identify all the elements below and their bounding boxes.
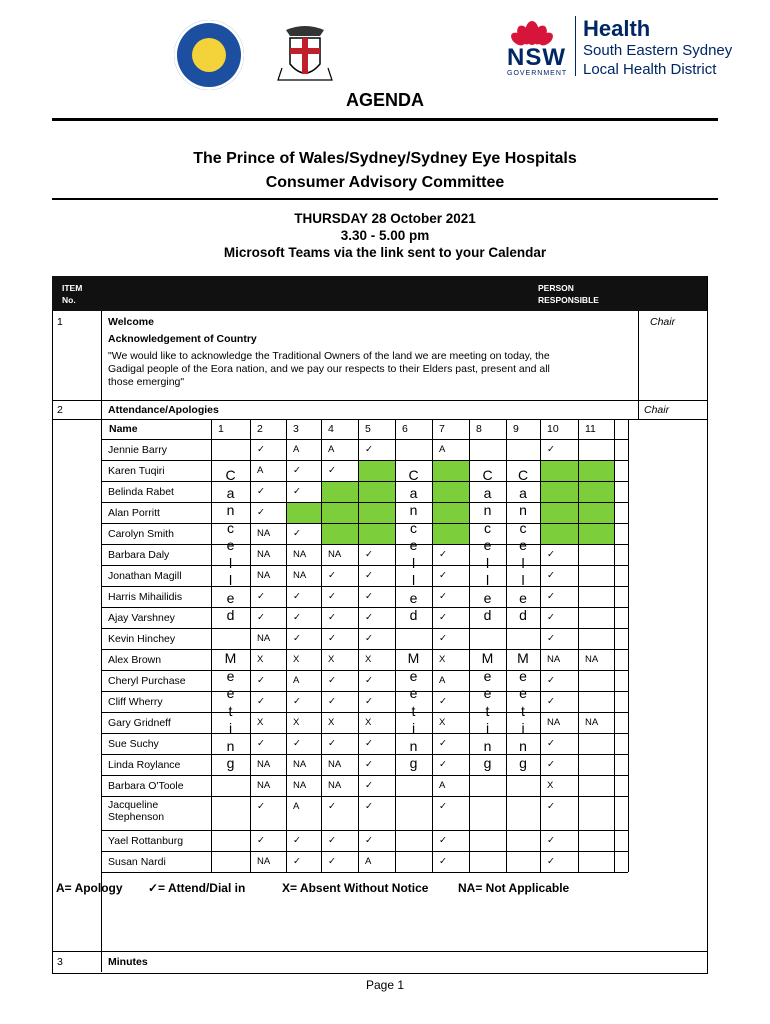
attendance-mark: ✓	[365, 570, 373, 581]
attendance-mark: ✓	[365, 759, 373, 770]
meeting-venue: Microsoft Teams via the link sent to your Calendar	[223, 245, 547, 260]
attendance-mark: ✓	[365, 675, 373, 686]
district-line1: South Eastern Sydney	[583, 42, 733, 59]
item2-title: Attendance/Apologies	[108, 404, 219, 416]
attendance-mark: NA	[257, 780, 271, 791]
attendance-mark: ✓	[365, 444, 373, 455]
meeting-column-header: 2	[257, 423, 263, 435]
attendance-mark: ✓	[328, 738, 336, 749]
attendance-mark: ✓	[328, 801, 336, 812]
attendee-name: Alex Brown	[108, 654, 162, 666]
health-label: Health	[583, 16, 651, 41]
attendance-mark: ✓	[365, 612, 373, 623]
item2-number: 2	[57, 404, 63, 416]
attendance-mark: ✓	[365, 549, 373, 560]
attendance-mark: ✓	[439, 738, 447, 749]
attendee-name: Yael Rottanburg	[108, 835, 184, 847]
meeting-label: M e e t i n g	[407, 650, 420, 771]
district-line2: Local Health District	[583, 61, 717, 78]
attendee-name: Cliff Wherry	[108, 696, 163, 708]
green-cell	[541, 503, 578, 523]
sydney-hospital-crest-logo	[276, 24, 334, 86]
attendance-mark: NA	[257, 528, 271, 539]
attendance-mark: ✓	[439, 633, 447, 644]
attendance-mark: ✓	[257, 612, 265, 623]
attendance-mark: X	[439, 654, 446, 665]
meeting-column-header: 11	[585, 423, 596, 435]
attendance-mark: X	[365, 654, 372, 665]
attendance-mark: ✓	[328, 591, 336, 602]
attendance-mark: NA	[293, 549, 307, 560]
attendance-mark: A	[328, 444, 335, 455]
attendance-mark: ✓	[547, 856, 555, 867]
title-line2: Consumer Advisory Committee	[265, 174, 505, 191]
meeting-column-header: 3	[293, 423, 299, 435]
table-header	[52, 276, 707, 311]
attendance-mark: ✓	[439, 856, 447, 867]
attendee-name: Linda Roylance	[108, 759, 181, 771]
attendance-mark: ✓	[365, 780, 373, 791]
attendance-mark: NA	[328, 549, 342, 560]
attendance-mark: ✓	[439, 591, 447, 602]
attendance-mark: ✓	[257, 507, 265, 518]
meeting-column-header: 9	[513, 423, 519, 435]
attendance-mark: ✓	[257, 444, 265, 455]
item1-title: Welcome	[108, 316, 154, 328]
green-cell	[433, 461, 469, 481]
acknowledgement-text: "We would like to acknowledge the Traditional Owners of the land we are meeting on today, the Gadigal people of the Eora nation, and we pay our respects to their Elders past, present and all those emerging"	[108, 350, 550, 388]
cancelled-label: C a n c e l l e d	[517, 467, 529, 623]
header-logos	[0, 0, 770, 85]
attendee-name: Gary Gridneff	[108, 717, 171, 729]
attendance-mark: ✓	[365, 633, 373, 644]
attendance-mark: ✓	[547, 549, 555, 560]
item1-person: Chair	[650, 316, 676, 328]
green-cell	[359, 524, 395, 544]
attendance-mark: ✓	[365, 738, 373, 749]
attendance-mark: ✓	[439, 835, 447, 846]
attendance-mark: A	[365, 856, 372, 867]
meeting-column-header: 1	[218, 423, 224, 435]
attendance-mark: ✓	[293, 696, 301, 707]
attendance-mark: ✓	[547, 591, 555, 602]
attendance-mark: A	[439, 780, 446, 791]
attendance-mark: ✓	[293, 486, 301, 497]
nsw-wordmark: NSW	[507, 44, 566, 71]
attendance-mark: ✓	[328, 612, 336, 623]
attendance-mark: ✓	[547, 801, 555, 812]
attendance-mark: NA	[257, 856, 271, 867]
attendance-mark: ✓	[328, 570, 336, 581]
green-cell	[359, 461, 395, 481]
attendance-mark: ✓	[439, 570, 447, 581]
item1-subtitle: Acknowledgement of Country	[108, 333, 257, 345]
attendance-mark: ✓	[547, 612, 555, 623]
name-column-header: Name	[109, 423, 138, 435]
attendance-mark: X	[328, 654, 335, 665]
attendance-mark: ✓	[328, 835, 336, 846]
green-cell	[322, 503, 358, 523]
attendance-mark: A	[293, 444, 300, 455]
item-no-header: ITEM No.	[62, 283, 83, 305]
green-cell	[541, 482, 578, 502]
attendance-mark: ✓	[365, 696, 373, 707]
attendance-mark: ✓	[257, 738, 265, 749]
attendance-mark: ✓	[293, 612, 301, 623]
attendance-mark: A	[293, 675, 300, 686]
divider-rule	[52, 198, 718, 200]
attendance-mark: ✓	[439, 759, 447, 770]
attendance-mark: ✓	[293, 633, 301, 644]
attendance-mark: ✓	[547, 675, 555, 686]
legend-na: NA= Not Applicable	[458, 881, 570, 895]
attendance-mark: NA	[293, 759, 307, 770]
green-cell	[541, 524, 578, 544]
attendance-mark: ✓	[547, 633, 555, 644]
green-cell	[359, 482, 395, 502]
attendance-mark: X	[328, 717, 335, 728]
agenda-heading: AGENDA	[345, 90, 424, 110]
green-cell	[579, 503, 614, 523]
green-cell	[359, 503, 395, 523]
attendance-mark: ✓	[547, 835, 555, 846]
attendance-mark: ✓	[365, 835, 373, 846]
attendance-mark: A	[257, 465, 264, 476]
divider-rule	[52, 118, 718, 121]
attendance-mark: A	[439, 675, 446, 686]
attendance-mark: NA	[585, 717, 599, 728]
meeting-column-header: 5	[365, 423, 371, 435]
attendance-mark: X	[439, 717, 446, 728]
attendee-name: Cheryl Purchase	[108, 675, 186, 687]
green-cell	[579, 524, 614, 544]
attendance-mark: NA	[257, 759, 271, 770]
attendance-mark: ✓	[365, 801, 373, 812]
attendance-mark: NA	[257, 549, 271, 560]
cancelled-label: C a n c e l l e d	[408, 467, 419, 623]
cancelled-label: C a n c e l l e d	[225, 467, 236, 623]
item3-number: 3	[57, 956, 63, 968]
attendance-mark: ✓	[547, 570, 555, 581]
green-cell	[322, 524, 358, 544]
attendee-name: Ajay Varshney	[108, 612, 175, 624]
green-cell	[579, 482, 614, 502]
green-cell	[433, 524, 469, 544]
item3-title: Minutes	[108, 956, 148, 968]
attendee-name: Alan Porritt	[108, 507, 160, 519]
attendance-mark: ✓	[547, 696, 555, 707]
attendance-mark: NA	[547, 654, 561, 665]
attendance-mark: NA	[547, 717, 561, 728]
item2-person: Chair	[644, 404, 670, 416]
attendance-mark: ✓	[328, 675, 336, 686]
legend-attend: ✓= Attend/Dial in	[148, 881, 246, 895]
attendance-mark: ✓	[439, 549, 447, 560]
meeting-column-header: 10	[547, 423, 559, 435]
attendance-mark: ✓	[257, 675, 265, 686]
attendance-mark: NA	[328, 759, 342, 770]
attendee-name: Kevin Hinchey	[108, 633, 176, 645]
attendance-mark: X	[547, 780, 554, 791]
meeting-label: M e e t i n g	[481, 650, 494, 771]
attendance-mark: ✓	[257, 486, 265, 497]
attendance-mark: ✓	[328, 696, 336, 707]
attendance-mark: ✓	[293, 465, 301, 476]
attendance-mark: NA	[257, 570, 271, 581]
attendee-name: Barbara O'Toole	[108, 780, 184, 792]
title-line1: The Prince of Wales/Sydney/Sydney Eye Hospitals	[193, 150, 577, 167]
legend-apology: A= Apology	[56, 881, 123, 895]
attendance-mark: ✓	[257, 696, 265, 707]
attendance-mark: NA	[293, 570, 307, 581]
attendance-mark: ✓	[328, 465, 336, 476]
attendee-name: Sue Suchy	[108, 738, 159, 750]
attendance-mark: X	[257, 654, 264, 665]
attendance-mark: ✓	[328, 633, 336, 644]
attendance-mark: NA	[328, 780, 342, 791]
attendance-mark: ✓	[547, 444, 555, 455]
attendance-mark: X	[293, 717, 300, 728]
legend-absent: X= Absent Without Notice	[282, 881, 429, 895]
attendance-mark: ✓	[439, 696, 447, 707]
attendance-mark: X	[365, 717, 372, 728]
attendance-mark: ✓	[365, 591, 373, 602]
attendance-mark: ✓	[293, 528, 301, 539]
attendance-mark: A	[293, 801, 300, 812]
item1-number: 1	[57, 316, 63, 328]
attendee-name: Karen Tuqiri	[108, 465, 165, 477]
nsw-health-logo	[505, 8, 770, 78]
meeting-column-header: 8	[476, 423, 482, 435]
green-cell	[287, 503, 321, 523]
attendee-name: Harris Mihailidis	[108, 591, 183, 603]
prince-of-wales-hospital-logo	[174, 20, 244, 90]
attendance-mark: ✓	[547, 738, 555, 749]
green-cell	[322, 482, 358, 502]
attendance-mark: ✓	[257, 835, 265, 846]
attendee-name: Jacqueline Stephenson	[108, 799, 165, 823]
attendance-mark: ✓	[257, 591, 265, 602]
meeting-time: 3.30 - 5.00 pm	[340, 228, 430, 243]
attendance-mark: NA	[293, 780, 307, 791]
attendance-mark: ✓	[547, 759, 555, 770]
page-number: Page 1	[365, 978, 405, 992]
attendee-name: Carolyn Smith	[108, 528, 174, 540]
attendee-name: Jennie Barry	[108, 444, 167, 456]
meeting-label: M e e t i n g	[224, 650, 237, 771]
attendance-mark: ✓	[293, 835, 301, 846]
government-label: GOVERNMENT	[507, 70, 568, 77]
attendance-mark: ✓	[328, 856, 336, 867]
attendance-mark: ✓	[293, 738, 301, 749]
green-cell	[433, 503, 469, 523]
attendee-name: Jonathan Magill	[108, 570, 182, 582]
meeting-column-header: 7	[439, 423, 445, 435]
meeting-column-header: 4	[328, 423, 334, 435]
attendance-mark: ✓	[293, 856, 301, 867]
attendee-name: Barbara Daly	[108, 549, 170, 561]
attendance-mark: ✓	[439, 801, 447, 812]
attendance-mark: X	[293, 654, 300, 665]
attendance-mark: ✓	[439, 612, 447, 623]
meeting-column-header: 6	[402, 423, 408, 435]
meeting-date: THURSDAY 28 October 2021	[294, 211, 476, 226]
attendee-name: Belinda Rabet	[108, 486, 174, 498]
green-cell	[579, 461, 614, 481]
cancelled-label: C a n c e l l e d	[482, 467, 493, 623]
meeting-label: M e e t i n g	[517, 650, 529, 771]
attendance-mark: X	[257, 717, 264, 728]
attendance-mark: NA	[257, 633, 271, 644]
attendee-name: Susan Nardi	[108, 856, 166, 868]
attendance-mark: ✓	[293, 591, 301, 602]
green-cell	[541, 461, 578, 481]
green-cell	[433, 482, 469, 502]
attendance-mark: ✓	[257, 801, 265, 812]
attendance-mark: A	[439, 444, 446, 455]
attendance-mark: NA	[585, 654, 599, 665]
person-responsible-header: PERSON RESPONSIBLE	[538, 283, 599, 305]
